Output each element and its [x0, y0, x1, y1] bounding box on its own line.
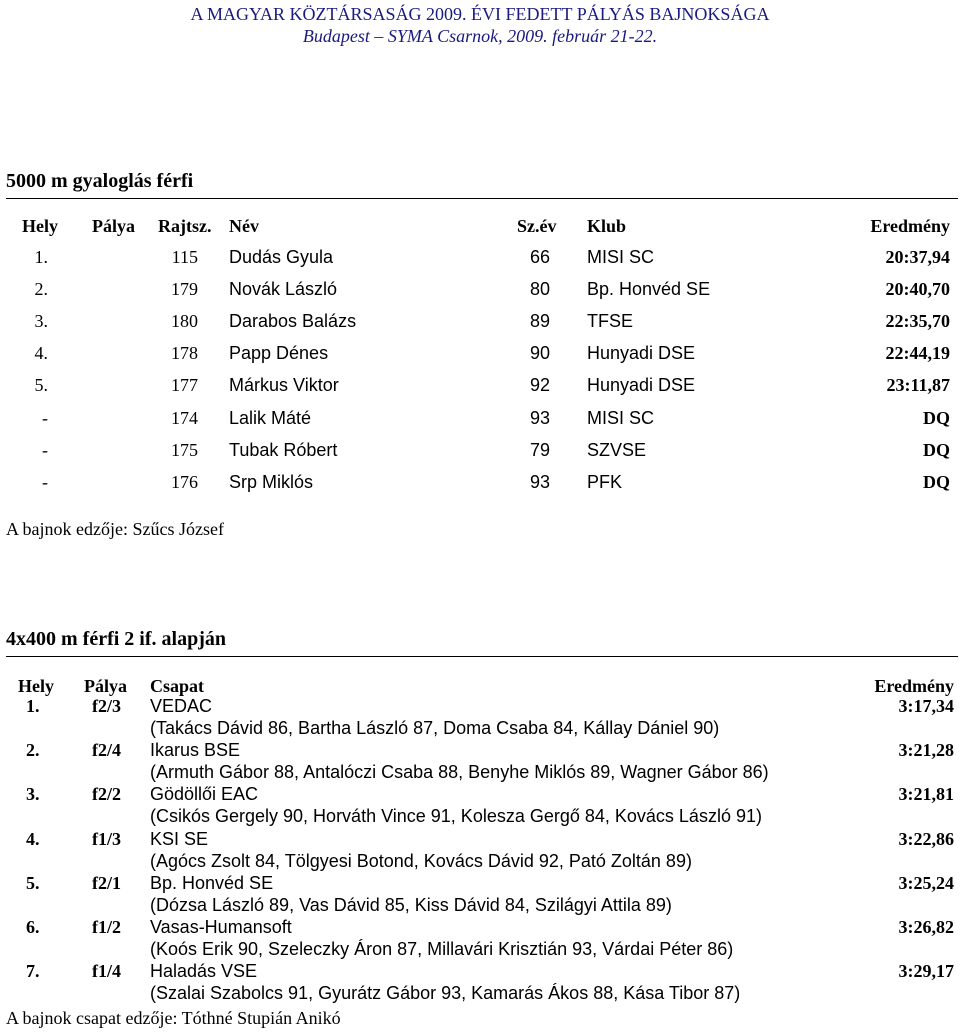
result-cell: 22:44,19 — [885, 343, 950, 364]
table-row — [0, 247, 960, 269]
place-cell: 6. — [26, 917, 40, 937]
place-cell: 1. — [34, 247, 48, 267]
club-cell: Bp. Honvéd SE — [587, 279, 711, 300]
club-cell: TFSE — [587, 311, 634, 332]
lane-cell: f1/4 — [92, 961, 121, 982]
table-row — [0, 961, 960, 1005]
team-cell: Haladás VSE — [150, 961, 258, 982]
table-row — [0, 279, 960, 301]
result-cell: 3:21,28 — [898, 740, 954, 761]
table-row — [0, 472, 960, 494]
result-cell: 23:11,87 — [886, 375, 950, 396]
place-cell: 1. — [26, 696, 40, 716]
place-cell: 2. — [34, 279, 48, 300]
place-cell: - — [42, 439, 48, 460]
bib-cell: 176 — [171, 471, 198, 492]
table-row — [0, 873, 960, 917]
club-cell: SZVSE — [587, 439, 647, 460]
walk-header-row — [0, 216, 960, 238]
col-year: Sz.év — [517, 216, 557, 236]
table-row — [0, 740, 960, 784]
name-cell: Márkus Viktor — [229, 375, 339, 396]
result-cell: 3:26,82 — [898, 917, 954, 937]
col-lane: Pálya — [92, 216, 135, 236]
team-members: (Takács Dávid 86, Bartha László 87, Doma Csaba 84, Kállay Dániel 90) — [150, 718, 720, 738]
name-cell: Papp Dénes — [229, 343, 329, 364]
table-row — [0, 408, 960, 430]
place-cell: 5. — [34, 375, 48, 396]
team-members: (Koós Erik 90, Szeleczky Áron 87, Millavári Krisztián 93, Várdai Péter 86) — [150, 939, 734, 959]
table-row — [0, 784, 960, 828]
result-cell: DQ — [923, 407, 950, 428]
col-name: Név — [229, 216, 259, 236]
table-row — [0, 917, 960, 961]
result-cell: 3:25,24 — [898, 872, 954, 893]
place-cell: 7. — [26, 961, 40, 982]
name-cell: Lalik Máté — [229, 407, 312, 428]
name-cell: Srp Miklós — [229, 471, 314, 492]
club-cell: Hunyadi DSE — [587, 375, 696, 396]
place-cell: 5. — [26, 872, 40, 893]
result-cell: 3:21,81 — [898, 784, 954, 805]
year-cell: 80 — [530, 279, 551, 300]
col-team: Csapat — [150, 676, 205, 696]
walk-title-rule — [6, 198, 958, 199]
team-cell: KSI SE — [150, 828, 209, 849]
name-cell: Darabos Balázs — [229, 311, 357, 332]
team-cell: Ikarus BSE — [150, 740, 241, 761]
relay-coach: A bajnok csapat edzője: Tóthné Stupián Anikó — [6, 1008, 341, 1028]
team-members: (Agócs Zsolt 84, Tölgyesi Botond, Kovács Dávid 92, Pató Zoltán 89) — [150, 850, 692, 871]
place-cell: 4. — [26, 828, 40, 849]
col-result: Eredmény — [874, 676, 954, 696]
bib-cell: 179 — [171, 279, 198, 300]
lane-cell: f2/3 — [92, 696, 121, 716]
col-club: Klub — [587, 216, 627, 236]
team-members: (Csikós Gergely 90, Horváth Vince 91, Kolesza Gergő 84, Kovács László 91) — [150, 806, 762, 827]
bib-cell: 180 — [171, 311, 198, 332]
team-cell: Gödöllői EAC — [150, 784, 259, 805]
name-cell: Tubak Róbert — [229, 439, 338, 460]
col-bib: Rajtsz. — [158, 216, 212, 236]
club-cell: MISI SC — [587, 247, 655, 267]
result-cell: DQ — [923, 439, 950, 460]
team-members: (Szalai Szabolcs 91, Gyurátz Gábor 93, Kamarás Ákos 88, Kása Tibor 87) — [150, 983, 741, 1004]
table-row — [0, 375, 960, 397]
team-cell: VEDAC — [150, 696, 213, 716]
walk-coach: A bajnok edzője: Szűcs József — [6, 519, 224, 539]
col-lane: Pálya — [84, 676, 127, 696]
result-cell: 20:40,70 — [885, 279, 950, 300]
lane-cell: f1/2 — [92, 917, 121, 937]
table-row — [0, 829, 960, 873]
place-cell: 3. — [26, 784, 40, 805]
year-cell: 93 — [530, 407, 551, 428]
result-cell: 3:22,86 — [898, 828, 954, 849]
relay-section-title: 4x400 m férfi 2 if. alapján — [6, 628, 226, 650]
result-cell: 20:37,94 — [885, 247, 950, 267]
year-cell: 66 — [530, 247, 551, 267]
year-cell: 90 — [530, 343, 551, 364]
bib-cell: 175 — [171, 439, 198, 460]
club-cell: Hunyadi DSE — [587, 343, 696, 364]
team-members: (Dózsa László 89, Vas Dávid 85, Kiss Dávid 84, Szilágyi Attila 89) — [150, 894, 672, 915]
result-cell: DQ — [923, 471, 950, 492]
result-cell: 3:29,17 — [898, 961, 954, 982]
year-cell: 93 — [530, 471, 551, 492]
year-cell: 79 — [530, 439, 551, 460]
table-row — [0, 343, 960, 365]
table-row — [0, 440, 960, 462]
lane-cell: f1/3 — [92, 828, 121, 849]
bib-cell: 177 — [171, 375, 198, 396]
venue-date: Budapest – SYMA Csarnok, 2009. február 21-22. — [302, 26, 658, 46]
col-result: Eredmény — [870, 216, 950, 236]
place-cell: 4. — [34, 343, 48, 364]
name-cell: Dudás Gyula — [229, 247, 334, 267]
place-cell: 3. — [34, 311, 48, 332]
championship-title: A MAGYAR KÖZTÁRSASÁG 2009. ÉVI FEDETT PÁLYÁS BAJNOKSÁGA — [190, 4, 770, 24]
team-members: (Armuth Gábor 88, Antalóczi Csaba 88, Benyhe Miklós 89, Wagner Gábor 86) — [150, 762, 769, 783]
walk-section-title: 5000 m gyaloglás férfi — [6, 170, 194, 192]
name-cell: Novák László — [229, 279, 338, 300]
place-cell: - — [42, 471, 48, 492]
relay-title-rule — [6, 656, 958, 657]
lane-cell: f2/2 — [92, 784, 121, 805]
lane-cell: f2/4 — [92, 740, 121, 761]
col-place: Hely — [22, 216, 58, 236]
col-place: Hely — [18, 676, 54, 696]
result-cell: 22:35,70 — [885, 311, 950, 332]
place-cell: 2. — [26, 740, 40, 761]
year-cell: 89 — [530, 311, 551, 332]
table-row — [0, 311, 960, 333]
bib-cell: 178 — [171, 343, 198, 364]
relay-header-row — [0, 676, 960, 698]
place-cell: - — [42, 407, 48, 428]
club-cell: MISI SC — [587, 407, 655, 428]
lane-cell: f2/1 — [92, 872, 121, 893]
year-cell: 92 — [530, 375, 551, 396]
club-cell: PFK — [587, 471, 623, 492]
result-cell: 3:17,34 — [898, 696, 954, 716]
team-cell: Vasas-Humansoft — [150, 917, 292, 937]
team-cell: Bp. Honvéd SE — [150, 872, 274, 893]
bib-cell: 174 — [171, 407, 198, 428]
bib-cell: 115 — [171, 247, 198, 267]
table-row — [0, 696, 960, 740]
